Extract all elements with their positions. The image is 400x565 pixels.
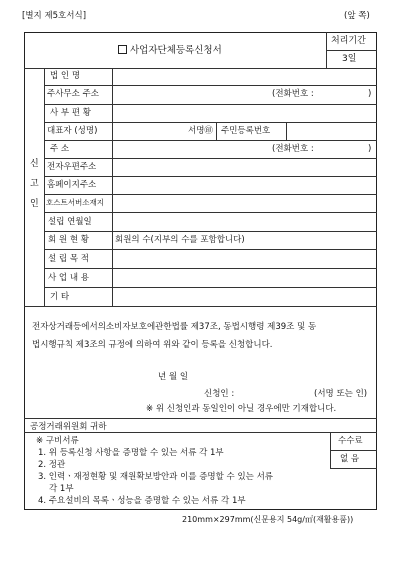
office-phone-label: (전화번호 :: [272, 89, 314, 99]
field-label-address: 주 소: [50, 144, 70, 154]
field-label-members: 회 원 현 황: [48, 235, 89, 245]
address-phone-label: (전화번호 :: [272, 144, 314, 154]
statement-line-2: 법시행규칙 제3조의 규정에 의하여 위와 같이 등록을 신청합니다.: [32, 340, 273, 350]
processing-period-label: 처리기간: [331, 36, 366, 46]
field-label-office-address: 주사무소 주소: [47, 89, 99, 99]
fee-value: 없 음: [340, 454, 360, 464]
applicant-signature-label: 신청인 :: [204, 389, 235, 399]
address-phone-close: ): [368, 144, 372, 154]
field-label-email: 전자우편주소: [47, 162, 97, 172]
resident-id-label: 주민등록번호: [221, 126, 271, 136]
document-item-2: 2. 정관: [38, 460, 66, 470]
field-label-host-server: 호스트서버소재지: [46, 198, 104, 207]
form-title: 사업자단체등록신청서: [118, 45, 222, 56]
field-label-purpose: 설 립 목 적: [48, 254, 89, 264]
field-label-founding-date: 설립 연월일: [48, 217, 92, 227]
document-item-1: 1. 위 등록신청 사항을 증명할 수 있는 서류 각 1부: [38, 448, 224, 458]
document-item-3: 3. 인력ㆍ재정현황 및 재원확보방안과 이를 증명할 수 있는 서류: [38, 472, 274, 482]
recipient: 공정거래위원회 귀하: [30, 422, 107, 432]
documents-header: ※ 구비서류: [36, 436, 79, 446]
field-label-homepage: 홈페이지주소: [47, 180, 97, 190]
office-phone-close: ): [368, 89, 372, 99]
fee-label: 수수료: [338, 436, 363, 446]
applicant-label-1: 신: [30, 159, 39, 169]
sign-or-seal-label: (서명 또는 인): [314, 389, 368, 399]
field-label-other: 기 타: [50, 292, 70, 302]
application-date: 년 월 일: [158, 372, 189, 382]
page-side-label: (앞 쪽): [344, 11, 370, 21]
paper-size-note: 210mm×297mm(신문용지 54g/㎡(재활용품)): [182, 515, 354, 524]
field-label-corporate-name: 법 인 명: [50, 71, 81, 81]
applicant-label-2: 고: [30, 179, 39, 189]
document-item-4: 4. 주요설비의 목록ㆍ성능을 증명할 수 있는 서류 각 1부: [38, 496, 246, 506]
applicant-label-3: 인: [30, 199, 39, 209]
document-item-3-cont: 각 1부: [49, 484, 74, 494]
form-number: [별지 제5호서식]: [22, 11, 87, 21]
field-label-business: 사 업 내 용: [48, 273, 89, 283]
applicant-note: ※ 위 신청인과 동일인이 아닐 경우에만 기재합니다.: [146, 404, 337, 414]
checkbox-icon: [118, 45, 127, 54]
processing-period-value: 3일: [342, 54, 357, 64]
members-value: 회원의 수(지부의 수를 포함합니다): [115, 235, 245, 245]
statement-line-1: 전자상거래등에서의소비자보호에관한법률 제37조, 동법시행령 제39조 및 동: [32, 322, 317, 332]
signature-seal: 서명㊞: [188, 126, 213, 136]
field-label-representative: 대표자 (성명): [47, 126, 98, 136]
field-label-business-location: 사 부 편 황: [50, 108, 91, 118]
